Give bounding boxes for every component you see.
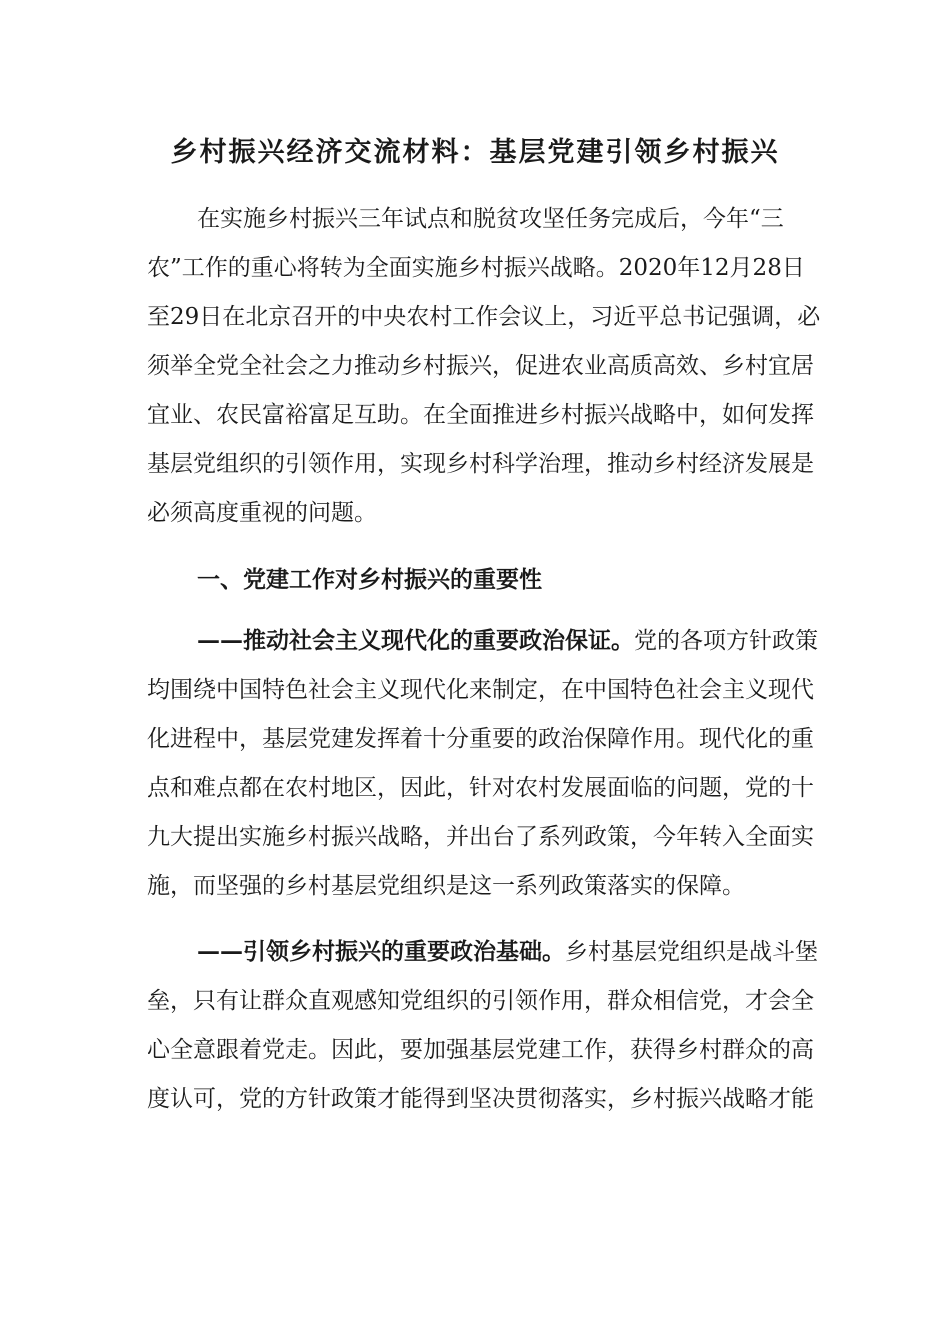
point-text: 乡村基层党组织是战斗堡 xyxy=(565,939,818,965)
point-line: 度认可，党的方针政策才能得到坚决贯彻落实，乡村振兴战略才能 xyxy=(147,1086,814,1112)
point-line: 垒，只有让群众直观感知党组织的引领作用，群众相信党，才会全 xyxy=(147,988,814,1014)
intro-line: 基层党组织的引领作用，实现乡村科学治理，推动乡村经济发展是 xyxy=(147,451,814,477)
intro-line: 宜业、农民富裕富足互助。在全面推进乡村振兴战略中，如何发挥 xyxy=(147,402,814,428)
point-first-line xyxy=(197,932,818,972)
point-first-line xyxy=(197,621,818,661)
point-line: 九大提出实施乡村振兴战略，并出台了系列政策，今年转入全面实 xyxy=(147,824,814,850)
point-line: 均围绕中国特色社会主义现代化来制定，在中国特色社会主义现代 xyxy=(147,677,814,703)
point-line: 施，而坚强的乡村基层党组织是这一系列政策落实的保障。 xyxy=(147,873,745,899)
intro-line: 至29日在北京召开的中央农村工作会议上，习近平总书记强调，必 xyxy=(147,304,821,330)
section-heading: 一、党建工作对乡村振兴的重要性 xyxy=(197,566,542,593)
document-title: 乡村振兴经济交流材料：基层党建引领乡村振兴 xyxy=(170,137,780,168)
point-line: 化进程中，基层党建发挥着十分重要的政治保障作用。现代化的重 xyxy=(147,726,814,752)
intro-line: 必须高度重视的问题。 xyxy=(147,500,377,526)
point-lead: ——引领乡村振兴的重要政治基础。 xyxy=(197,938,565,965)
point-text: 党的各项方针政策 xyxy=(634,628,818,654)
intro-line: 须举全党全社会之力推动乡村振兴，促进农业高质高效、乡村宜居 xyxy=(147,353,814,379)
intro-line: 在实施乡村振兴三年试点和脱贫攻坚任务完成后，今年“三 xyxy=(197,206,784,232)
point-lead: ——推动社会主义现代化的重要政治保证。 xyxy=(197,627,634,654)
point-line: 心全意跟着党走。因此，要加强基层党建工作，获得乡村群众的高 xyxy=(147,1037,814,1063)
point-line: 点和难点都在农村地区，因此，针对农村发展面临的问题，党的十 xyxy=(147,775,814,801)
intro-line: 农”工作的重心将转为全面实施乡村振兴战略。2020年12月28日 xyxy=(147,255,805,281)
